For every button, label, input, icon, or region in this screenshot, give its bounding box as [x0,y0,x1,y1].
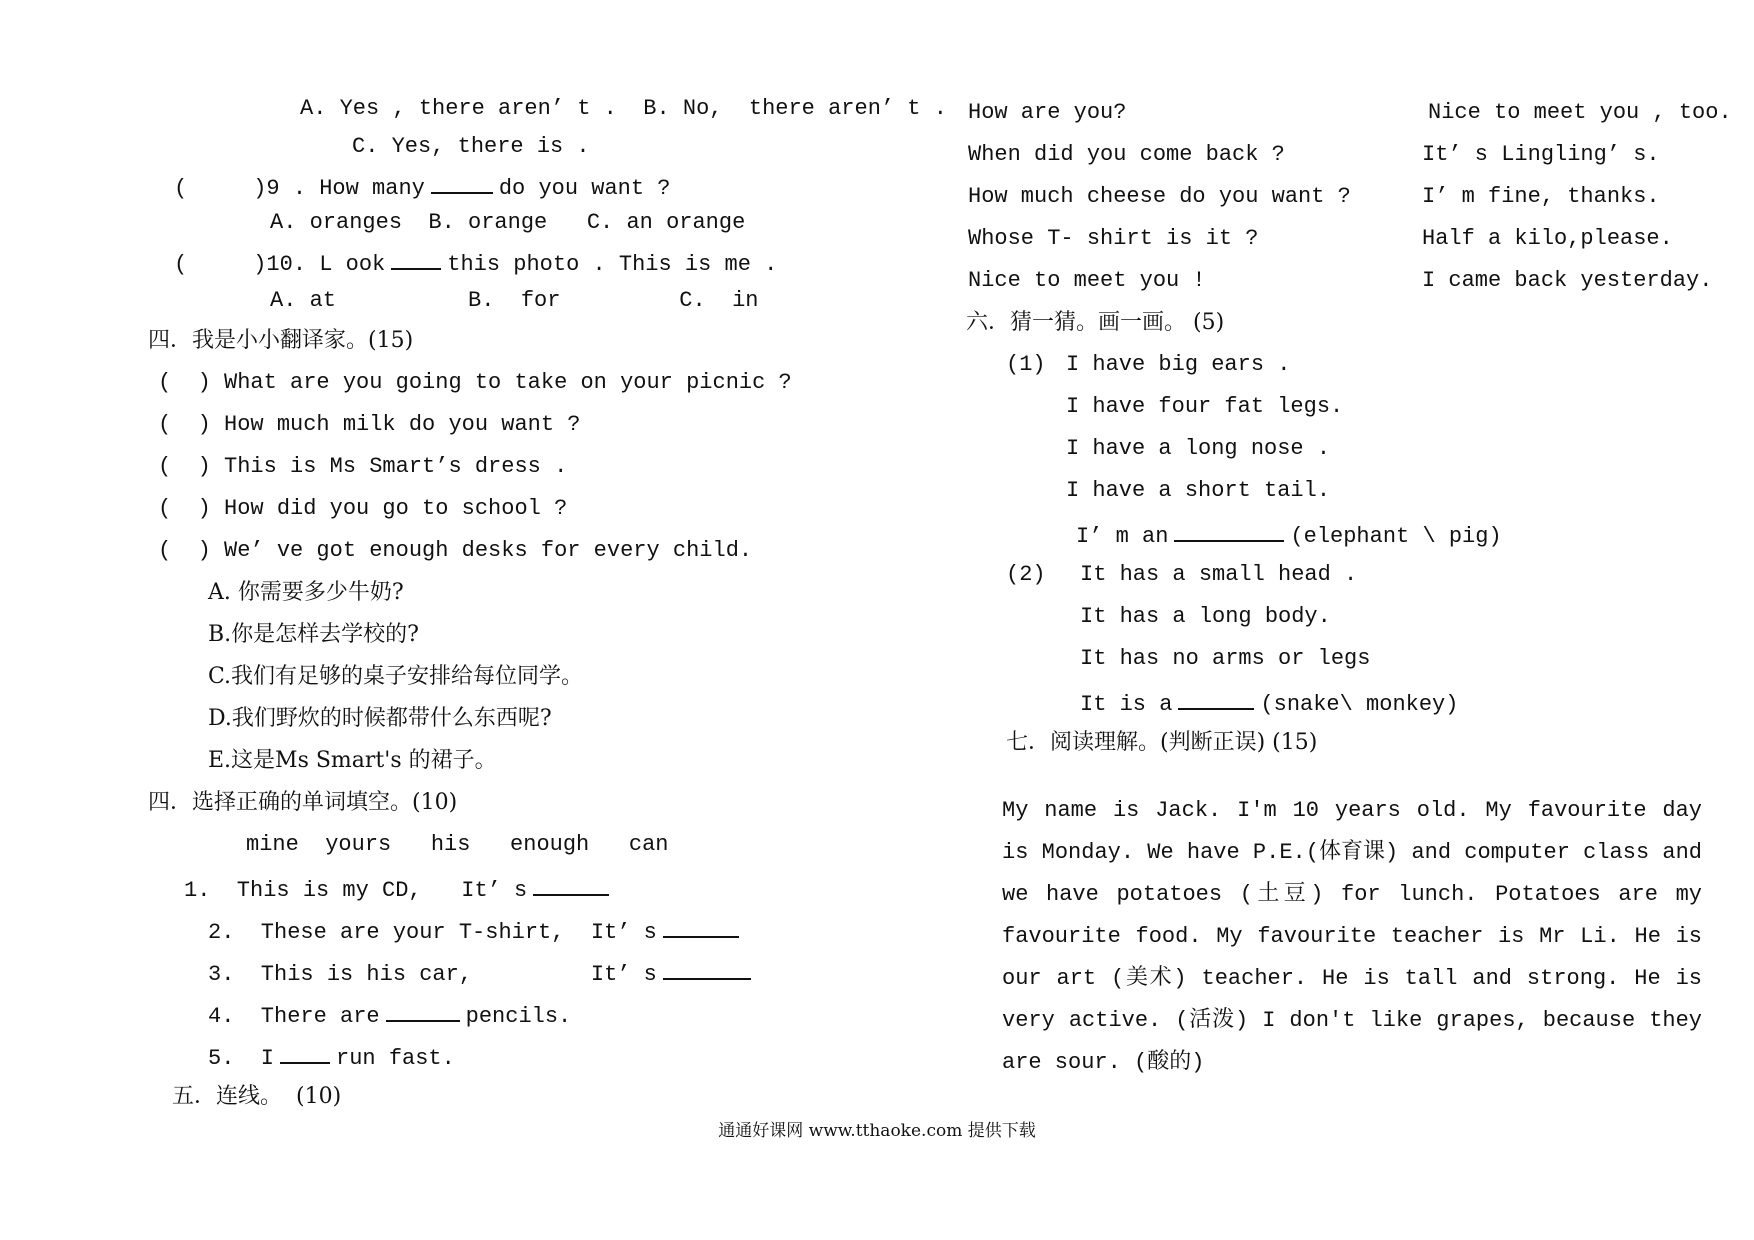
fill-item-4-text-a: 4. There are [208,1004,380,1029]
match-answer-4: Half a kilo,please. [1422,226,1673,251]
footer-source: 通通好课网 www.tthaoke.com 提供下载 [718,1121,1036,1141]
translate-answer-e: E.这是Ms Smart's 的裙子。 [208,748,497,773]
guess-2-answer-text: It is a [1080,692,1173,717]
translate-answer-b: B.你是怎样去学校的? [208,622,419,647]
question-9 [174,170,671,204]
match-question-2: When did you come back ? [968,142,1285,167]
q10-paren: ( )10. [174,252,307,277]
fill-item-5-text-a: 5. I [208,1046,275,1071]
fill-item-5-text-b: run fast. [336,1046,455,1071]
guess-2-number: (2) [1006,562,1046,587]
match-answer-2: It’ s Lingling’ s. [1422,142,1660,167]
guess-2-answer [1080,686,1458,720]
translate-answer-a: A. 你需要多少牛奶? [208,580,404,605]
translate-item-3: ( ) This is Ms Smart’s dress . [158,454,568,479]
fill-item-4-blank[interactable] [386,998,460,1022]
fill-item-4 [208,998,571,1032]
fill-item-3-blank[interactable] [663,956,751,980]
translate-item-2: ( ) How much milk do you want ? [158,412,581,437]
question-10 [174,246,777,280]
q10-text-a: L ook [319,252,386,277]
fill-item-1-blank[interactable] [533,872,609,896]
match-question-4: Whose T- shirt is it ? [968,226,1259,251]
guess-2-line-2: It has a long body. [1080,604,1331,629]
translate-answer-d: D.我们野炊的时候都带什么东西呢? [208,706,552,731]
fill-item-4-text-b: pencils. [465,1004,572,1029]
guess-1-line-1: I have big ears . [1066,352,1291,377]
q9-text-b: do you want ? [498,176,671,201]
match-question-3: How much cheese do you want ? [968,184,1351,209]
section-6-title: 六．猜一猜。画一画。 (5) [966,310,1225,335]
word-bank: mine yours his enough can [246,832,669,857]
guess-1-answer [1076,518,1502,552]
fill-item-1 [184,872,615,906]
fill-item-5-blank[interactable] [280,1040,330,1064]
fill-item-2 [208,914,745,948]
fill-item-3-text: 3. This is his car, It’ s [208,962,657,987]
match-question-1: How are you? [968,100,1127,125]
guess-1-line-4: I have a short tail. [1066,478,1331,503]
q10-text-b: this photo . This is me . [447,252,778,277]
translate-item-1: ( ) What are you going to take on your picnic ? [158,370,792,395]
translate-item-5: ( ) We’ ve got enough desks for every child. [158,538,753,563]
fill-item-1-text: 1. This is my CD, It’ s [184,878,528,903]
guess-2-blank[interactable] [1178,686,1254,710]
q9-text-a: How many [319,176,425,201]
translate-item-4: ( ) How did you go to school ? [158,496,568,521]
guess-1-blank[interactable] [1174,518,1284,542]
reading-passage: My name is Jack. I'm 10 years old. My favourite day is Monday. We have P.E.(体育课) and computer class and we have potatoes (土豆) for lunch. Potatoes are my favourite food. My favourite teacher is Mr Li. He is our art (美术) teacher. He is tall and strong. He is very active. (活泼) I don't like grapes, because they are sour. (酸的) [1002,798,1702,1075]
section-5-title: 五．连线。 (10) [172,1084,342,1109]
q9-paren: ( )9 . [174,176,307,201]
match-answer-3: I’ m fine, thanks. [1422,184,1660,209]
guess-1-choices: (elephant \ pig) [1290,524,1502,549]
guess-2-line-1: It has a small head . [1080,562,1358,587]
section-7-title: 七．阅读理解。(判断正误) (15) [1006,730,1318,755]
match-answer-5: I came back yesterday. [1422,268,1713,293]
match-answer-1: Nice to meet you , too. [1428,100,1732,125]
guess-2-line-3: It has no arms or legs [1080,646,1371,671]
fill-item-2-text: 2. These are your T-shirt, It’ s [208,920,657,945]
guess-2-choices: (snake\ monkey) [1260,692,1459,717]
guess-1-number: (1) [1006,352,1046,377]
section-4-title: 四．我是小小翻译家。(15) [148,328,414,353]
q9-options: A. oranges B. orange C. an orange [270,210,746,235]
fill-item-5 [208,1040,455,1074]
fill-item-3 [208,956,757,990]
guess-1-answer-text: I’ m an [1076,524,1169,549]
q8-options-ab: A. Yes , there aren’ t . B. No, there aren’ t . [300,96,947,121]
fill-item-2-blank[interactable] [663,914,739,938]
translate-answer-c: C.我们有足够的桌子安排给每位同学。 [208,664,584,689]
match-question-5: Nice to meet you ! [968,268,1206,293]
q10-blank[interactable] [391,246,441,270]
q9-blank[interactable] [431,170,493,194]
guess-1-line-3: I have a long nose . [1066,436,1331,461]
q10-options: A. at B. for C. in [270,288,759,313]
q8-option-c: C. Yes, there is . [352,134,590,159]
section-4b-title: 四．选择正确的单词填空。(10) [148,790,458,815]
guess-1-line-2: I have four fat legs. [1066,394,1344,419]
